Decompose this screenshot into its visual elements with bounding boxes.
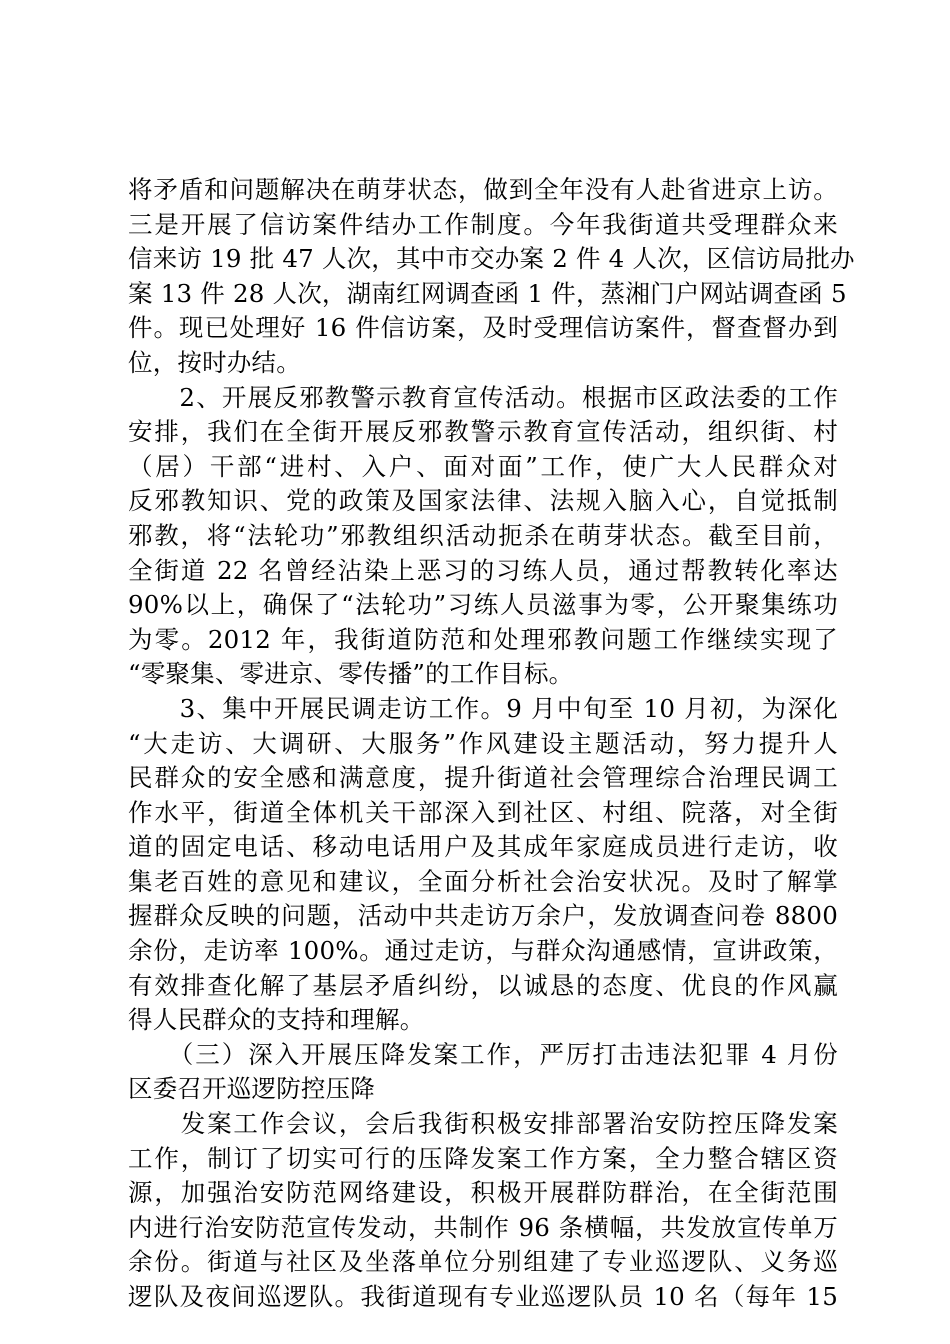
body-text-line: 反邪教知识、党的政策及国家法律、法规入脑入心，自觉抵制 (128, 486, 838, 516)
body-text-line: 工作，制订了切实可行的压降发案工作方案，全力整合辖区资 (128, 1143, 838, 1173)
document-body (128, 173, 855, 1315)
body-text-line: 逻队及夜间巡逻队。我街道现有专业巡逻队员 10 名（每年 15 (128, 1282, 838, 1311)
body-text-line: （三）深入开展压降发案工作，严厉打击违法犯罪 4 月份 (128, 1039, 838, 1069)
body-text-line: “大走访、大调研、大服务”作风建设主题活动，努力提升人 (128, 728, 838, 758)
body-text-line: 余份。街道与社区及坐落单位分别组建了专业巡逻队、义务巡 (128, 1247, 838, 1277)
body-text-line: 民群众的安全感和满意度，提升街道社会管理综合治理民调工 (128, 763, 838, 793)
body-text-line: 安排，我们在全街开展反邪教警示教育宣传活动，组织街、村 (128, 417, 838, 447)
body-text-line: 区委召开巡逻防控压降 (128, 1074, 375, 1104)
body-text-line: 案 13 件 28 人次，湖南红网调查函 1 件，蒸湘门户网站调查函 5 (128, 278, 847, 308)
body-text-line: 集老百姓的意见和建议，全面分析社会治安状况。及时了解掌 (128, 866, 838, 896)
body-text-line: 源，加强治安防范网络建设，积极开展群防群治，在全街范围 (128, 1178, 838, 1208)
body-text-line: 作水平，街道全体机关干部深入到社区、村组、院落，对全街 (128, 797, 838, 827)
body-text-line: （居）干部“进村、入户、面对面”工作，使广大人民群众对 (128, 451, 838, 481)
body-text-line: 为零。2012 年，我街道防范和处理邪教问题工作继续实现了 (128, 624, 838, 654)
body-text-line: 内进行治安防范宣传发动，共制作 96 条横幅，共发放宣传单万 (128, 1212, 838, 1242)
body-text-line: 邪教，将“法轮功”邪教组织活动扼杀在萌芽状态。截至目前， (128, 520, 838, 550)
body-text-line: 将矛盾和问题解决在萌芽状态，做到全年没有人赴省进京上访。 (128, 175, 838, 204)
body-text-line: 3、集中开展民调走访工作。9 月中旬至 10 月初，为深化 (128, 693, 838, 723)
body-text-line: 2、开展反邪教警示教育宣传活动。根据市区政法委的工作 (128, 382, 838, 412)
body-text-line: 有效排查化解了基层矛盾纠纷，以诚恳的态度、优良的作风赢 (128, 970, 838, 1000)
body-text-line: “零聚集、零进京、零传播”的工作目标。 (128, 659, 574, 689)
body-text-line: 道的固定电话、移动电话用户及其成年家庭成员进行走访，收 (128, 832, 838, 862)
body-text-line: 握群众反映的问题，活动中共走访万余户，发放调查问卷 8800 (128, 901, 838, 931)
body-text-line: 位，按时办结。 (128, 347, 301, 377)
body-text-line: 三是开展了信访案件结办工作制度。今年我街道共受理群众来 (128, 209, 838, 239)
body-text-line: 全街道 22 名曾经沾染上恶习的习练人员，通过帮教转化率达 (128, 555, 838, 585)
body-text-line: 余份，走访率 100%。通过走访，与群众沟通感情，宣讲政策， (128, 936, 838, 966)
body-text-line: 90%以上，确保了“法轮功”习练人员滋事为零，公开聚集练功 (128, 590, 838, 620)
body-text-line: 得人民群众的支持和理解。 (128, 1005, 425, 1035)
body-text-line: 信来访 19 批 47 人次，其中市交办案 2 件 4 人次，区信访局批办 (128, 244, 855, 274)
body-text-line: 件。现已处理好 16 件信访案，及时受理信访案件，督查督办到 (128, 313, 838, 343)
body-text-line: 发案工作会议，会后我街积极安排部署治安防控压降发案 (128, 1109, 838, 1139)
